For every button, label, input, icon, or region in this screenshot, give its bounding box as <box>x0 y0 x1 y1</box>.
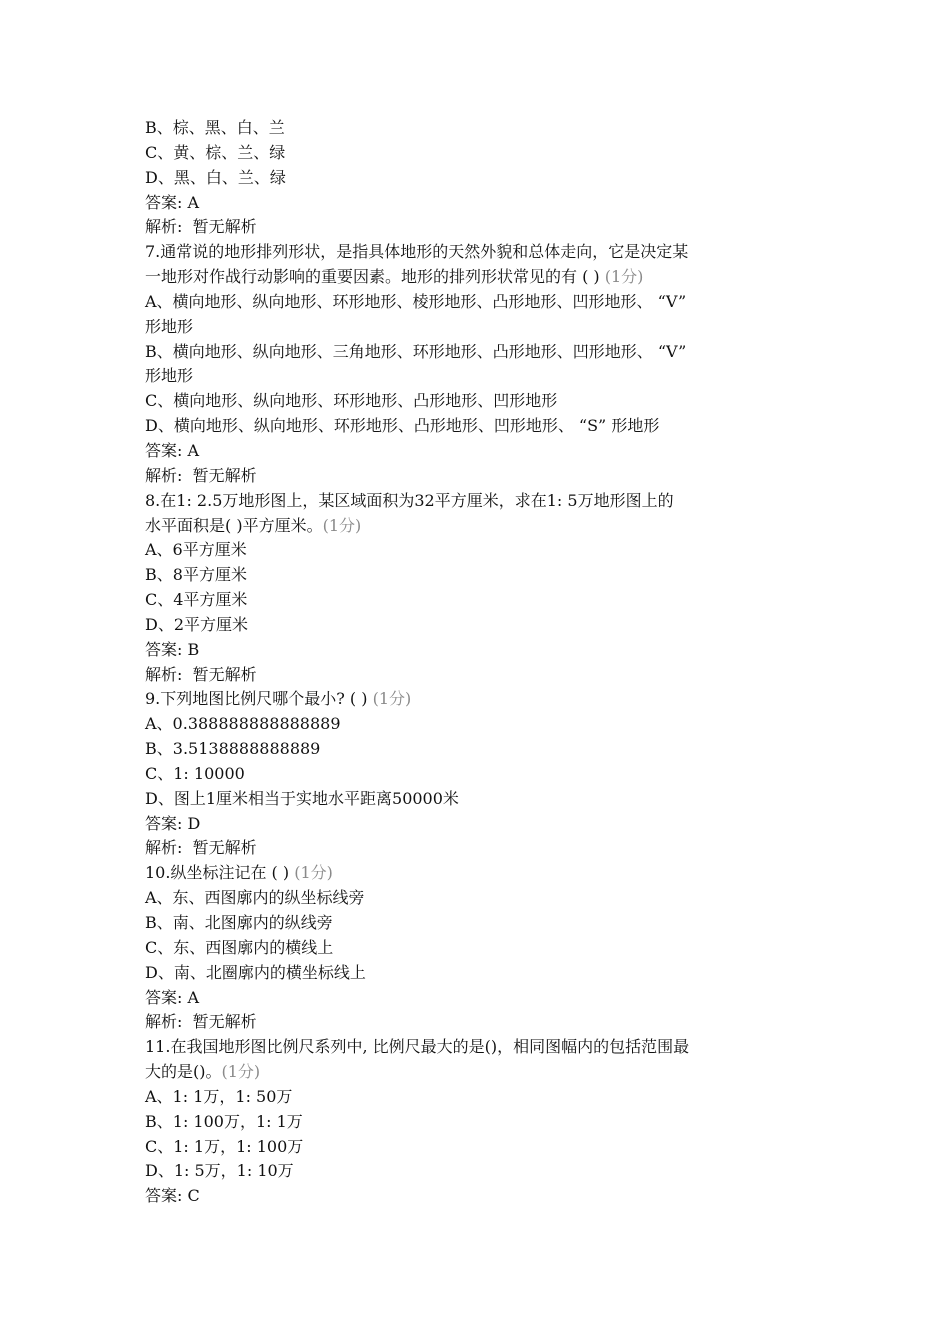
question-stem <box>145 265 815 290</box>
question-stem <box>145 514 815 539</box>
option-line: C、1: 10000 <box>145 763 245 783</box>
option-line: B、南、北图廓内的纵线旁 <box>145 913 333 932</box>
answer-line: 答案: D <box>145 813 201 833</box>
answer-line: 答案: A <box>145 192 200 212</box>
score-label: (1分) <box>294 863 333 883</box>
question-stem-text: 一地形对作战行动影响的重要因素。地形的排列形状常见的有 ( ) <box>145 267 605 287</box>
option-line: C、4平方厘米 <box>145 590 248 610</box>
option-line: D、2平方厘米 <box>145 614 249 634</box>
score-label: (1分) <box>372 689 412 709</box>
question-11 <box>145 1035 815 1209</box>
analysis-line: 解析: 暂无解析 <box>145 1012 257 1032</box>
question-stem-text: 水平面积是( )平方厘米。 <box>145 515 323 535</box>
option-line: C、东、西图廓内的横线上 <box>145 937 334 957</box>
option-line: D、横向地形、纵向地形、环形地形、凸形地形、凹形地形、 “S” 形地形 <box>145 416 660 436</box>
answer-line: 答案: A <box>145 440 200 460</box>
question-10 <box>145 861 815 1035</box>
option-line: A、1: 1万，1: 50万 <box>145 1086 293 1106</box>
option-line: A、0.388888888888889 <box>145 714 341 734</box>
question-stem <box>145 861 815 886</box>
option-line: A、横向地形、纵向地形、环形地形、棱形地形、凸形地形、凹形地形、 “V” <box>145 291 687 311</box>
score-label: (1分) <box>221 1062 261 1082</box>
option-line: 形地形 <box>145 366 194 386</box>
option-line: D、1: 5万，1: 10万 <box>145 1161 294 1181</box>
option-line: B、棕、黑、白、兰 <box>145 118 285 137</box>
analysis-line: 解析: 暂无解析 <box>145 664 257 684</box>
document-page <box>145 116 815 1209</box>
question-stem: 7.通常说的地形排列形状，是指具体地形的天然外貌和总体走向，它是决定某 <box>145 242 689 262</box>
option-line: 形地形 <box>145 316 194 336</box>
question-stem: 8.在1: 2.5万地形图上，某区域面积为32平方厘米，求在1: 5万地形图上的 <box>145 490 674 510</box>
question-stem <box>145 1060 815 1085</box>
analysis-line: 解析: 暂无解析 <box>145 838 257 858</box>
question-6-tail <box>145 116 815 240</box>
answer-line: 答案: A <box>145 987 200 1007</box>
option-line: B、横向地形、纵向地形、三角地形、环形地形、凸形地形、凹形地形、 “V” <box>145 341 687 361</box>
option-line: A、东、西图廓内的纵坐标线旁 <box>145 888 365 908</box>
question-8 <box>145 489 815 688</box>
question-stem-text: 大的是()。 <box>145 1062 222 1082</box>
option-line: B、3.5138888888889 <box>145 739 321 759</box>
option-line: C、横向地形、纵向地形、环形地形、凸形地形、凹形地形 <box>145 391 558 411</box>
question-stem <box>145 687 815 712</box>
score-label: (1分) <box>604 267 644 287</box>
option-line: D、图上1厘米相当于实地水平距离50000米 <box>145 788 459 808</box>
question-stem-text: 9.下列地图比例尺哪个最小? ( ) <box>145 689 373 709</box>
score-label: (1分) <box>322 515 362 535</box>
option-line: B、8平方厘米 <box>145 565 247 585</box>
option-line: C、黄、棕、兰、绿 <box>145 142 286 162</box>
analysis-line: 解析: 暂无解析 <box>145 217 257 237</box>
option-line: B、1: 100万，1: 1万 <box>145 1111 303 1131</box>
option-line: D、南、北圈廓内的横坐标线上 <box>145 962 366 982</box>
analysis-line: 解析: 暂无解析 <box>145 465 257 485</box>
option-line: D、黑、白、兰、绿 <box>145 167 286 187</box>
question-stem-text: 10.纵坐标注记在 ( ) <box>145 863 295 883</box>
answer-line: 答案: C <box>145 1186 200 1206</box>
answer-line: 答案: B <box>145 639 200 659</box>
question-stem: 11.在我国地形图比例尺系列中, 比例尺最大的是()，相同图幅内的包括范围最 <box>145 1037 690 1057</box>
option-line: A、6平方厘米 <box>145 540 247 560</box>
question-9 <box>145 687 815 861</box>
option-line: C、1: 1万，1: 100万 <box>145 1136 304 1156</box>
question-7 <box>145 240 815 488</box>
